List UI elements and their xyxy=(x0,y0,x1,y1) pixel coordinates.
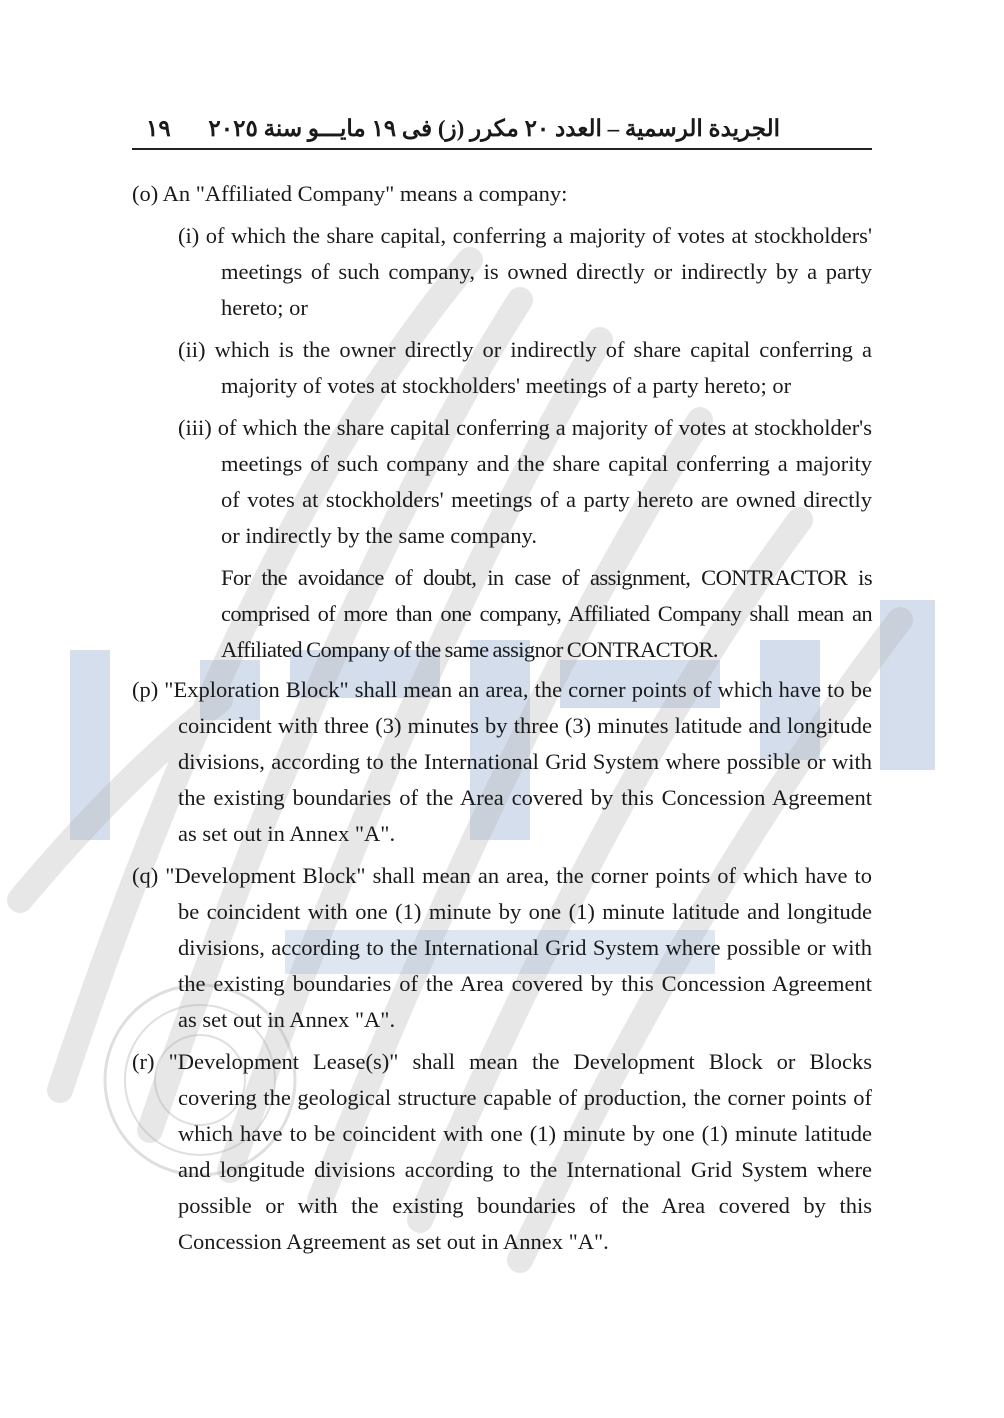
watermark-stroke xyxy=(70,650,110,840)
definition-o-item-i: (i) of which the share capital, conferring a majority of votes at stockholders' meetings of such company, is owned directly or indirectly by a party hereto; or xyxy=(178,223,872,320)
page-number: ١٩ xyxy=(146,116,171,141)
definition-o-note: For the avoidance of doubt, in case of assignment, CONTRACTOR is comprised of more than one company, Affiliated Company shall mean an Affiliated Company of the same assignor CONTRACTOR. xyxy=(221,565,872,662)
definition-o-item-ii: (ii) which is the owner directly or indirectly of share capital conferring a majority of votes at stockholders' meetings of a party hereto; or xyxy=(178,337,872,398)
definition-r: (r) "Development Lease(s)" shall mean the Development Block or Blocks covering the geological structure capable of production, the corner points of which have to be coincident with one (1) minute by one (1) minute latitude and longitude divisions according to the International Grid System where possible or with the existing boundaries of the Area covered by this Concession Agreement as set out in Annex "A". xyxy=(132,1049,872,1254)
definition-p: (p) "Exploration Block" shall mean an area, the corner points of which have to be coincident with three (3) minutes by three (3) minutes latitude and longitude divisions, according to the International Grid System where possible or with the existing boundaries of the Area covered by this Concession Agreement as set out in Annex "A". xyxy=(132,677,872,846)
definition-o-item-iii: (iii) of which the share capital conferring a majority of votes at stockholder's meetings of such company and the share capital conferring a majority of votes at stockholders' meetings of a party hereto are owned directly or indirectly by the same company. xyxy=(178,415,872,548)
definition-q: (q) "Development Block" shall mean an area, the corner points of which have to be coincident with one (1) minute by one (1) minute latitude and longitude divisions, according to the International Grid System where possible or with the existing boundaries of the Area covered by this Concession Agreement as set out in Annex "A". xyxy=(132,863,872,1032)
definition-o: (o) An "Affiliated Company" means a company: xyxy=(132,181,568,206)
document-body xyxy=(132,176,872,1266)
page-header xyxy=(132,112,872,150)
running-title: الجريدة الرسمية – العدد ٢٠ مكرر (ز) فى ١٩ مايـــو سنة ٢٠٢٥ xyxy=(208,116,780,141)
watermark-stroke xyxy=(880,600,935,770)
